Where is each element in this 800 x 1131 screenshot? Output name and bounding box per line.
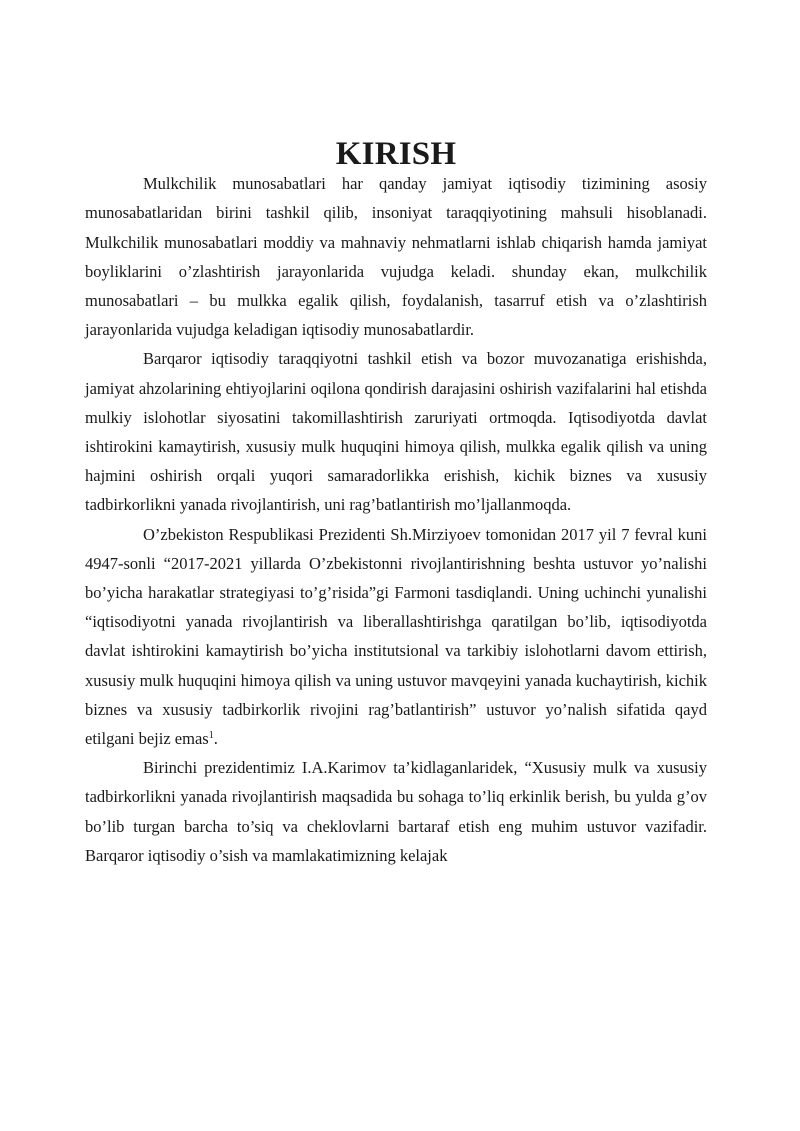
document-body: [85, 136, 707, 870]
paragraph-3: [85, 520, 707, 754]
paragraph-2-text: Barqaror iqtisodiy taraqqiyotni tashkil etish va bozor muvozanatiga erishishda, jamiyat ahzolarining ehtiyojlarini oqilona qondirish darajasini oshirish vazifalarini hal etishda mulkiy islohotlar siyosatini takomillashtirish zaruriyati ortmoqda. Iqtisodiyotda davlat ishtirokini kamaytirish, xususiy mulk huquqini himoya qilish, mulkka egalik qilish va uning hajmini oshirish orqali yuqori samaradorlikka erishish, kichik biznes va xususiy tadbirkorlikni yanada rivojlantirish, uni rag’batlantirish mo’ljallanmoqda.: [85, 349, 707, 515]
paragraph-3-text: O’zbekiston Respublikasi Prezidenti Sh.Mirziyoev tomonidan 2017 yil 7 fevral kuni 4947-sonli “2017-2021 yillarda O’zbekistonni rivojlantirishning beshta ustuvor yo’nalishi bo’yicha harakatlar strategiyasi to’g’risida”gi Farmoni tasdiqlandi. Uning uchinchi yunalishi “iqtisodiyotni yanada rivojlantirish va liberallashtirishga qaratilgan bo’lib, iqtisodiyotda davlat ishtirokini kamaytirish bo’yicha institutsional va tarkibiy islohotlarni davom ettirish, xususiy mulk huquqini himoya qilish va uning ustuvor mavqeyini yanada kuchaytirish, kichik biznes va xususiy tadbirkorlik rivojini rag’batlantirish” ustuvor yo’nalish sifatida qayd etilgani bejiz emas: [85, 524, 707, 749]
paragraph-4-text: Birinchi prezidentimiz I.A.Karimov ta’kidlaganlaridek, “Xususiy mulk va xususiy tadbirkorlikni yanada rivojlantirish maqsadida bu sohaga to’liq erkinlik berish, bu yulda g’ov bo’lib turgan barcha to’siq va cheklovlarni bartaraf etish eng muhim ustuvor vazifadir. Barqaror iqtisodiy o’sish va mamlakatimizning kelajak: [85, 758, 707, 865]
paragraph-3-tail: .: [213, 729, 218, 749]
paragraph-2: [85, 344, 707, 519]
footnote-reference[interactable]: 1: [208, 730, 214, 742]
paragraph-1: [85, 169, 707, 344]
paragraph-4: [85, 753, 707, 870]
paragraph-1-text: Mulkchilik munosabatlari har qanday jamiyat iqtisodiy tizimining asosiy munosabatlaridan birini tashkil qilib, insoniyat taraqqiyotining mahsuli hisoblanadi. Mulkchilik munosabatlari moddiy va mahnaviy nehmatlarni ishlab chiqarish hamda jamiyat boyliklarini o’zlashtirish jarayonlarida vujudga keladi. shunday ekan, mulkchilik munosabatlari – bu mulkka egalik qilish, foydalanish, tasarruf etish va o’zlashtirish jarayonlarida vujudga keladigan iqtisodiy munosabatlardir.: [85, 174, 707, 340]
page-title: KIRISH: [335, 136, 457, 172]
